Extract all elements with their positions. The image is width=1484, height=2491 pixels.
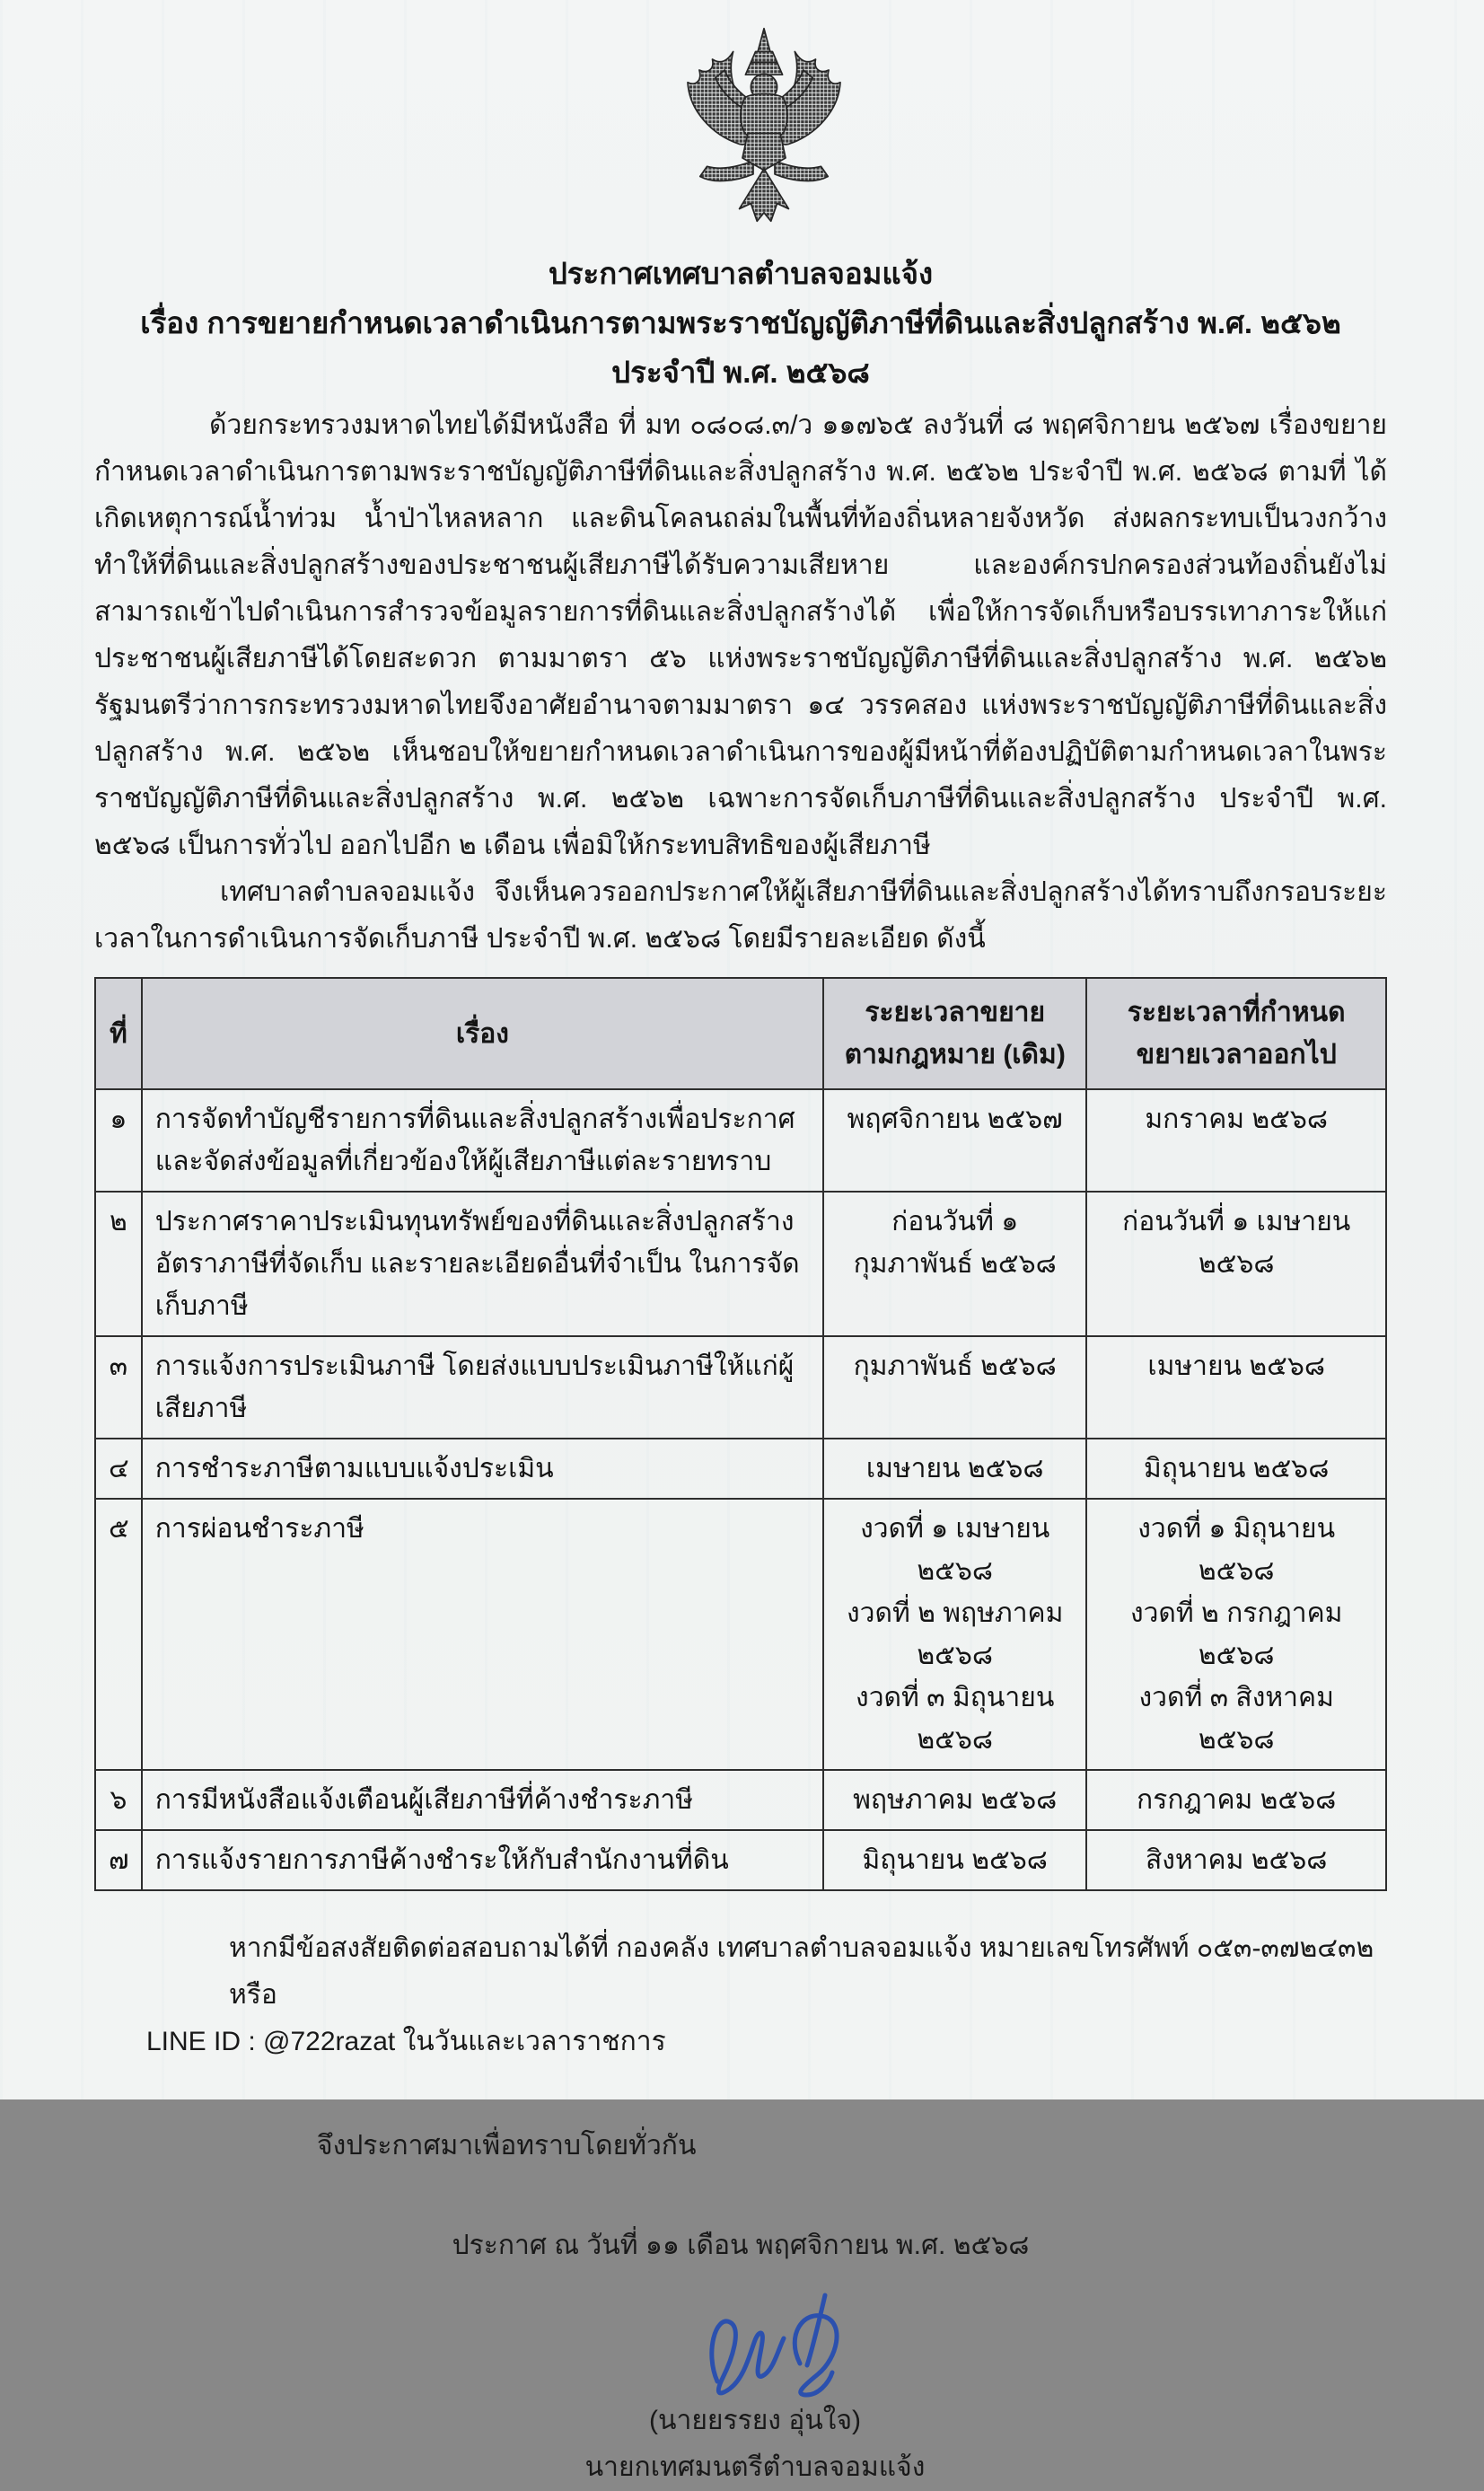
table-row <box>95 1830 1386 1890</box>
row-no: ๗ <box>95 1830 142 1890</box>
row-new-period: กรกฎาคม ๒๕๖๘ <box>1086 1770 1386 1830</box>
header-new-period: ระยะเวลาที่กำหนด ขยายเวลาออกไป <box>1086 978 1386 1089</box>
row-new-period: เมษายน ๒๕๖๘ <box>1086 1336 1386 1439</box>
row-old-period: มิถุนายน ๒๕๖๘ <box>823 1830 1086 1890</box>
signer-name: (นายยรรยง อุ่นใจ) <box>648 2406 862 2435</box>
table-header-row <box>95 978 1386 1089</box>
row-old-period: กุมภาพันธ์ ๒๕๖๘ <box>823 1336 1086 1439</box>
contact-line: หากมีข้อสงสัยติดต่อสอบถามได้ที่ กองคลัง เทศบาลตำบลจอมแจ้ง หมายเลขโทรศัพท์ ๐๕๓-๓๗๒๔๓๒ หรือ <box>229 1933 1374 2010</box>
subject-title: เรื่อง การขยายกำหนดเวลาดำเนินการตามพระราชบัญญัติภาษีที่ดินและสิ่งปลูกสร้าง พ.ศ. ๒๕๖๒ <box>140 306 1341 339</box>
table-row <box>95 1770 1386 1830</box>
signer-title: นายกเทศมนตรีตำบลจอมแจ้ง <box>584 2452 926 2482</box>
document-titles <box>94 249 1387 397</box>
row-no: ๓ <box>95 1336 142 1439</box>
year-title: ประจำปี พ.ศ. ๒๕๖๘ <box>611 356 870 389</box>
table-row <box>95 1439 1386 1499</box>
row-old-period: พฤษภาคม ๒๕๖๘ <box>823 1770 1086 1830</box>
row-no: ๔ <box>95 1439 142 1499</box>
contact-info <box>94 1925 1387 2065</box>
row-new-period: สิงหาคม ๒๕๖๘ <box>1086 1830 1386 1890</box>
table-row <box>95 1336 1386 1439</box>
row-no: ๑ <box>95 1089 142 1192</box>
row-subject: การแจ้งรายการภาษีค้างชำระให้กับสำนักงานที่ดิน <box>142 1830 823 1890</box>
row-subject: การชำระภาษีตามแบบแจ้งประเมิน <box>142 1439 823 1499</box>
row-new-period: มิถุนายน ๒๕๖๘ <box>1086 1439 1386 1499</box>
announcement-date: ประกาศ ณ วันที่ ๑๑ เดือน พฤศจิกายน พ.ศ. ๒๕๖๘ <box>452 2231 1030 2260</box>
row-no: ๕ <box>95 1499 142 1770</box>
table-row <box>95 1499 1386 1770</box>
table-row <box>95 1089 1386 1192</box>
row-old-period: งวดที่ ๑ เมษายน ๒๕๖๘ งวดที่ ๒ พฤษภาคม ๒๕๖๘ งวดที่ ๓ มิถุนายน ๒๕๖๘ <box>823 1499 1086 1770</box>
row-no: ๒ <box>95 1192 142 1336</box>
header-old-period: ระยะเวลาขยาย ตามกฎหมาย (เดิม) <box>823 978 1086 1089</box>
page-title: ประกาศเทศบาลตำบลจอมแจ้ง <box>548 257 934 290</box>
tax-schedule-table <box>94 977 1387 1891</box>
row-new-period: มกราคม ๒๕๖๘ <box>1086 1089 1386 1192</box>
garuda-emblem-icon <box>672 25 856 235</box>
emblem-container <box>141 25 1387 240</box>
row-new-period: งวดที่ ๑ มิถุนายน ๒๕๖๘ งวดที่ ๒ กรกฎาคม ๒๕๖๘ งวดที่ ๓ สิงหาคม ๒๕๖๘ <box>1086 1499 1386 1770</box>
row-subject: การจัดทำบัญชีรายการที่ดินและสิ่งปลูกสร้างเพื่อประกาศ และจัดส่งข้อมูลที่เกี่ยวข้องให้ผู้เสียภาษีแต่ละรายทราบ <box>142 1089 823 1192</box>
row-old-period: ก่อนวันที่ ๑ กุมภาพันธ์ ๒๕๖๘ <box>823 1192 1086 1336</box>
header-subject: เรื่อง <box>142 978 823 1089</box>
row-subject: การมีหนังสือแจ้งเตือนผู้เสียภาษีที่ค้างชำระภาษี <box>142 1770 823 1830</box>
row-subject: การแจ้งการประเมินภาษี โดยส่งแบบประเมินภาษีให้แก่ผู้เสียภาษี <box>142 1336 823 1439</box>
header-no: ที่ <box>95 978 142 1089</box>
row-subject: ประกาศราคาประเมินทุนทรัพย์ของที่ดินและสิ่งปลูกสร้าง อัตราภาษีที่จัดเก็บ และรายละเอียดอื่นที่จำเป็น ในการจัดเก็บภาษี <box>142 1192 823 1336</box>
signature-handwriting <box>690 2290 870 2396</box>
row-new-period: ก่อนวันที่ ๑ เมษายน ๒๕๖๘ <box>1086 1192 1386 1336</box>
line-id-text: LINE ID : @722razat ในวันและเวลาราชการ <box>146 2027 666 2056</box>
closing-statement: จึงประกาศมาเพื่อทราบโดยทั่วกัน <box>317 2131 697 2161</box>
table-row <box>95 1192 1386 1336</box>
row-old-period: พฤศจิกายน ๒๕๖๗ <box>823 1089 1086 1192</box>
row-no: ๖ <box>95 1770 142 1830</box>
row-subject: การผ่อนชำระภาษี <box>142 1499 823 1770</box>
body-paragraph-1: ด้วยกระทรวงมหาดไทยได้มีหนังสือ ที่ มท ๐๘๐๘.๓/ว ๑๑๗๖๕ ลงวันที่ ๘ พฤศจิกายน ๒๕๖๗ เรื่องขยายกำหนดเวลาดำเนินการตามพระราชบัญญัติภาษีที่ดินและสิ่งปลูกสร้าง พ.ศ. ๒๕๖๒ ประจำปี พ.ศ. ๒๕๖๘ ตามที่ ได้เกิดเหตุการณ์น้ำท่วม น้ำป่าไหลหลาก และดินโคลนถล่มในพื้นที่ท้องถิ่นหลายจังหวัด ส่งผลกระทบเป็นวงกว้างทำให้ที่ดินและสิ่งปลูกสร้างของประชาชนผู้เสียภาษีได้รับความเสียหาย และองค์กรปกครองส่วนท้องถิ่นยังไม่สามารถเข้าไปดำเนินการสำรวจข้อมูลรายการที่ดินและสิ่งปลูกสร้างได้ เพื่อให้การจัดเก็บหรือบรรเทาภาระให้แก่ประชาชนผู้เสียภาษีได้โดยสะดวก ตามมาตรา ๕๖ แห่งพระราชบัญญัติภาษีที่ดินและสิ่งปลูกสร้าง พ.ศ. ๒๕๖๒ รัฐมนตรีว่าการกระทรวงมหาดไทยจึงอาศัยอำนาจตามมาตรา ๑๔ วรรคสอง แห่งพระราชบัญญัติภาษีที่ดินและสิ่งปลูกสร้าง พ.ศ. ๒๕๖๒ เห็นชอบให้ขยายกำหนดเวลาดำเนินการของผู้มีหน้าที่ต้องปฏิบัติตามกำหนดเวลาในพระราชบัญญัติภาษีที่ดินและสิ่งปลูกสร้าง พ.ศ. ๒๕๖๒ เฉพาะการจัดเก็บภาษีที่ดินและสิ่งปลูกสร้าง ประจำปี พ.ศ. ๒๕๖๘ เป็นการทั่วไป ออกไปอีก ๒ เดือน เพื่อมิให้กระทบสิทธิของผู้เสียภาษี <box>94 410 1387 860</box>
row-old-period: เมษายน ๒๕๖๘ <box>823 1439 1086 1499</box>
body-paragraph-2: เทศบาลตำบลจอมแจ้ง จึงเห็นควรออกประกาศให้ผู้เสียภาษีที่ดินและสิ่งปลูกสร้างได้ทราบถึงกรอบระยะเวลาในการดำเนินการจัดเก็บภาษี ประจำปี พ.ศ. ๒๕๖๘ โดยมีรายละเอียด ดังนี้ <box>94 877 1387 954</box>
signature-block <box>109 2290 1401 2491</box>
